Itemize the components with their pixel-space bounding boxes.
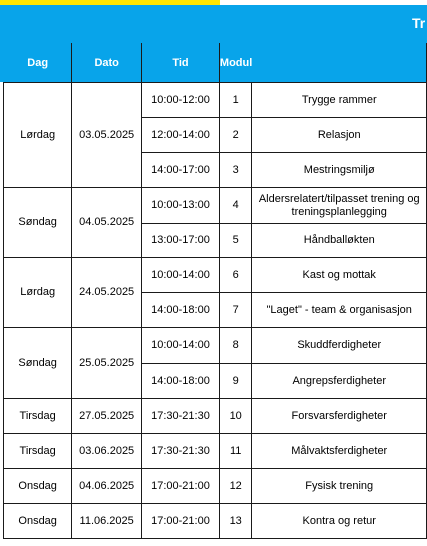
- cell-dag: Tirsdag: [4, 399, 72, 434]
- cell-modul-name: Skuddferdigheter: [252, 328, 427, 364]
- cell-tid: 10:00-12:00: [142, 83, 220, 118]
- cell-modul-name: Mestringsmiljø: [252, 153, 427, 188]
- table-row: [4, 328, 427, 364]
- table-row: [4, 399, 427, 434]
- cell-tid: 10:00-14:00: [142, 258, 220, 293]
- title-fragment: Tr: [412, 15, 426, 31]
- cell-dato: 24.05.2025: [72, 258, 142, 328]
- cell-modul-nr: 3: [219, 153, 252, 188]
- table-row: [4, 83, 427, 118]
- cell-tid: 14:00-18:00: [142, 364, 220, 399]
- column-header-tid: Tid: [142, 44, 220, 83]
- cell-tid: 17:30-21:30: [142, 434, 220, 469]
- cell-modul-name: Fysisk trening: [252, 469, 427, 504]
- header-row: [4, 44, 427, 83]
- cell-modul-nr: 11: [219, 434, 252, 469]
- cell-tid: 12:00-14:00: [142, 118, 220, 153]
- cell-dato: 27.05.2025: [72, 399, 142, 434]
- schedule-body: [4, 83, 427, 539]
- cell-dag: Tirsdag: [4, 434, 72, 469]
- column-header-modul: Modul: [219, 44, 426, 83]
- table-row: [4, 469, 427, 504]
- cell-tid: 17:00-21:00: [142, 469, 220, 504]
- cell-modul-nr: 5: [219, 224, 252, 258]
- cell-dato: 25.05.2025: [72, 328, 142, 399]
- cell-dag: Lørdag: [4, 83, 72, 188]
- cell-modul-nr: 7: [219, 293, 252, 328]
- cell-modul-nr: 4: [219, 188, 252, 224]
- cell-modul-name: Kontra og retur: [252, 504, 427, 539]
- cell-dato: 04.05.2025: [72, 188, 142, 258]
- cell-tid: 17:00-21:00: [142, 504, 220, 539]
- cell-modul-nr: 2: [219, 118, 252, 153]
- cell-dag: Onsdag: [4, 504, 72, 539]
- table-row: [4, 504, 427, 539]
- cell-dag: Søndag: [4, 328, 72, 399]
- cell-modul-name: Håndballøkten: [252, 224, 427, 258]
- cell-modul-nr: 1: [219, 83, 252, 118]
- cell-modul-name: Målvaktsferdigheter: [252, 434, 427, 469]
- cell-modul-name: "Laget" - team & organisasjon: [252, 293, 427, 328]
- cell-dag: Søndag: [4, 188, 72, 258]
- cell-dato: 04.06.2025: [72, 469, 142, 504]
- cell-modul-name: Kast og mottak: [252, 258, 427, 293]
- cell-modul-nr: 13: [219, 504, 252, 539]
- cell-modul-nr: 9: [219, 364, 252, 399]
- schedule-table: [3, 43, 427, 539]
- cell-modul-name: Angrepsferdigheter: [252, 364, 427, 399]
- cell-dato: 03.05.2025: [72, 83, 142, 188]
- cell-modul-name: Aldersrelatert/tilpasset trening og treningsplanlegging: [252, 188, 427, 224]
- table-row: [4, 188, 427, 224]
- cell-dato: 11.06.2025: [72, 504, 142, 539]
- cell-tid: 10:00-13:00: [142, 188, 220, 224]
- cell-dag: Onsdag: [4, 469, 72, 504]
- cell-modul-nr: 10: [219, 399, 252, 434]
- cell-modul-name: Forsvarsferdigheter: [252, 399, 427, 434]
- cell-tid: 17:30-21:30: [142, 399, 220, 434]
- cell-modul-name: Trygge rammer: [252, 83, 427, 118]
- cell-tid: 13:00-17:00: [142, 224, 220, 258]
- table-row: [4, 258, 427, 293]
- cell-modul-nr: 12: [219, 469, 252, 504]
- cell-tid: 14:00-17:00: [142, 153, 220, 188]
- cell-dato: 03.06.2025: [72, 434, 142, 469]
- column-header-dato: Dato: [72, 44, 142, 83]
- cell-tid: 10:00-14:00: [142, 328, 220, 364]
- cell-dag: Lørdag: [4, 258, 72, 328]
- cell-modul-nr: 6: [219, 258, 252, 293]
- column-header-dag: Dag: [4, 44, 72, 83]
- table-row: [4, 434, 427, 469]
- cell-modul-nr: 8: [219, 328, 252, 364]
- cell-tid: 14:00-18:00: [142, 293, 220, 328]
- cell-modul-name: Relasjon: [252, 118, 427, 153]
